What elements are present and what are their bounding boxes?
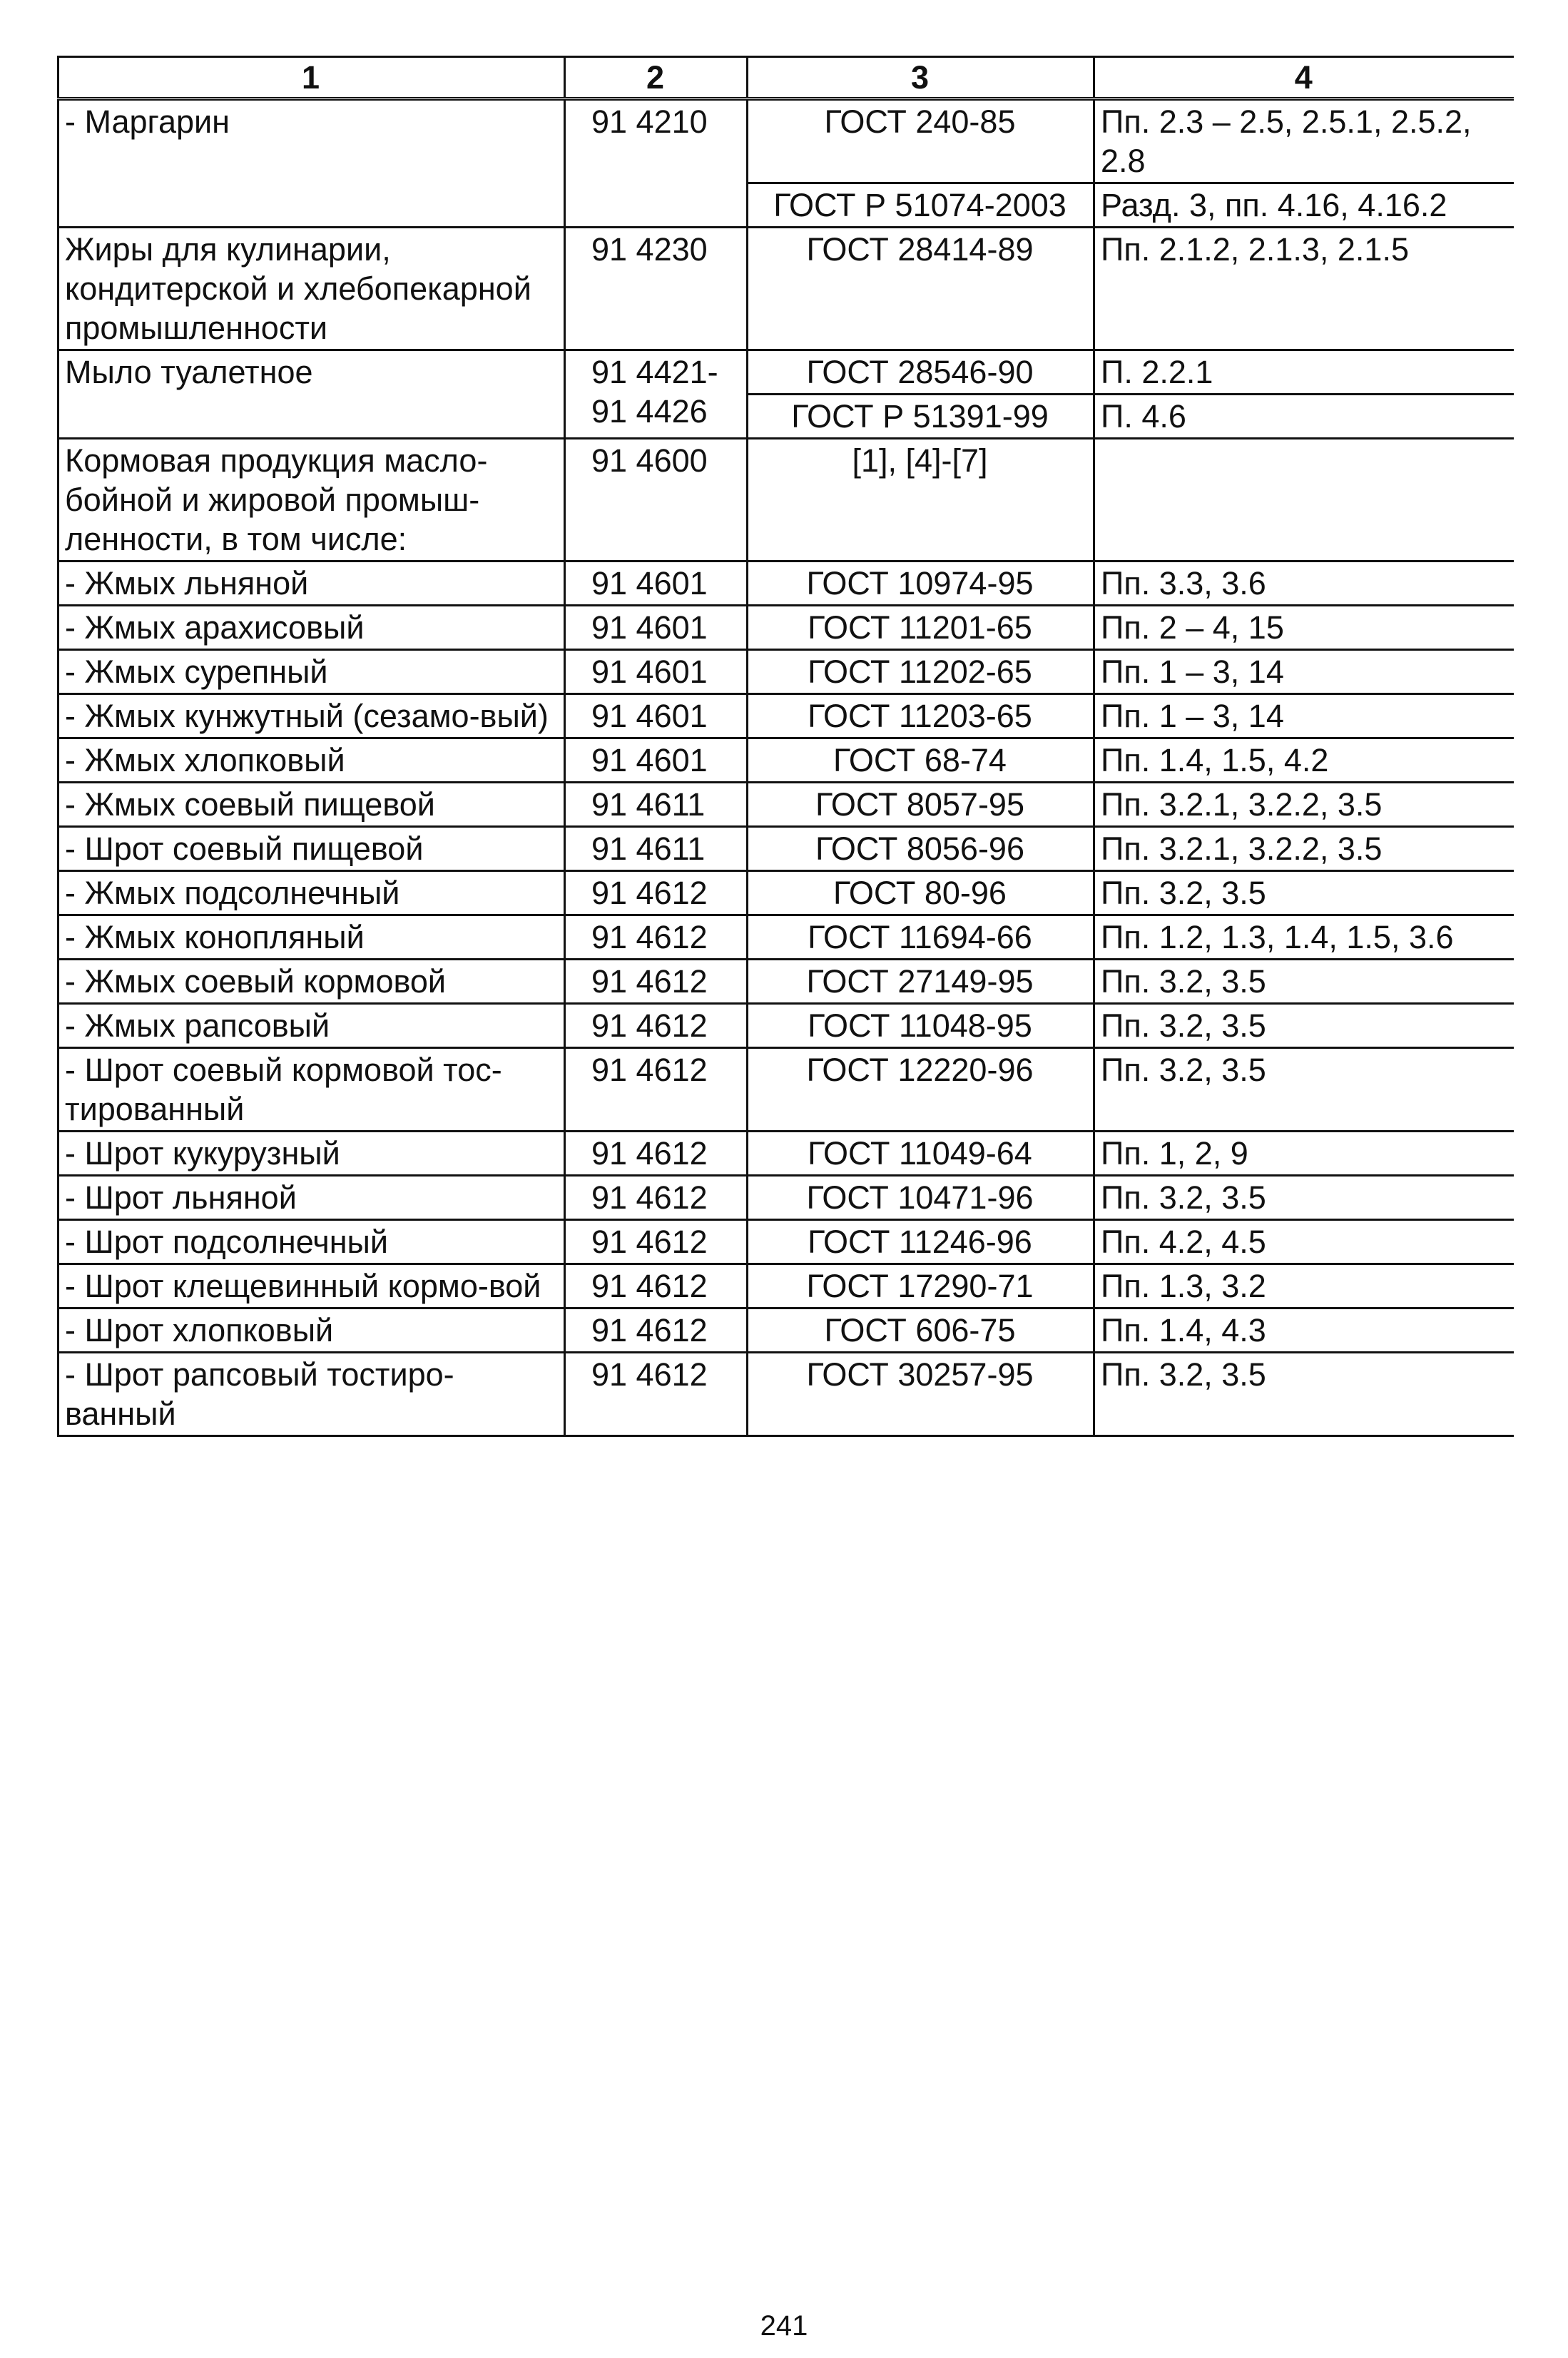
- product-cell: - Маргарин: [58, 99, 565, 228]
- standard-cell: ГОСТ Р 51391-99: [748, 395, 1094, 439]
- code-cell: 91 4601: [565, 606, 748, 650]
- table-row: [58, 1132, 1514, 1176]
- standard-cell: ГОСТ 30257-95: [748, 1353, 1094, 1436]
- table-row: [58, 1308, 1514, 1353]
- table-row: [58, 650, 1514, 694]
- product-cell: Мыло туалетное: [58, 350, 565, 439]
- table-row: [58, 99, 1514, 183]
- product-cell: Кормовая продукция масло-бойной и жировой промыш-ленности, в том числе:: [58, 439, 565, 561]
- standard-cell: ГОСТ 11202-65: [748, 650, 1094, 694]
- code-cell: 91 4601: [565, 738, 748, 783]
- column-header-4: 4: [1094, 57, 1514, 99]
- clauses-cell: Пп. 4.2, 4.5: [1094, 1220, 1514, 1264]
- clauses-cell: П. 2.2.1: [1094, 350, 1514, 395]
- standard-cell: ГОСТ 10471-96: [748, 1176, 1094, 1220]
- clauses-cell: Пп. 1 – 3, 14: [1094, 650, 1514, 694]
- code-cell: 91 4612: [565, 960, 748, 1004]
- code-cell: 91 4612: [565, 1132, 748, 1176]
- code-cell: 91 4230: [565, 228, 748, 350]
- clauses-cell: Пп. 3.2, 3.5: [1094, 1048, 1514, 1132]
- standard-cell: ГОСТ 17290-71: [748, 1264, 1094, 1308]
- standard-cell: ГОСТ 240-85: [748, 99, 1094, 183]
- product-cell: - Шрот кукурузный: [58, 1132, 565, 1176]
- code-cell: 91 4612: [565, 1264, 748, 1308]
- code-cell: 91 4611: [565, 783, 748, 827]
- code-cell: 91 4210: [565, 99, 748, 228]
- clauses-cell: Пп. 3.3, 3.6: [1094, 561, 1514, 606]
- column-header-2: 2: [565, 57, 748, 99]
- clauses-cell: Пп. 1.3, 3.2: [1094, 1264, 1514, 1308]
- column-header-3: 3: [748, 57, 1094, 99]
- code-cell: 91 4601: [565, 561, 748, 606]
- document-page: [57, 56, 1512, 1437]
- product-cell: - Шрот соевый кормовой тос-тированный: [58, 1048, 565, 1132]
- table-row: [58, 1004, 1514, 1048]
- clauses-cell: Пп. 3.2, 3.5: [1094, 1004, 1514, 1048]
- clauses-cell: Пп. 3.2, 3.5: [1094, 871, 1514, 915]
- clauses-cell: Пп. 1, 2, 9: [1094, 1132, 1514, 1176]
- product-cell: - Жмых рапсовый: [58, 1004, 565, 1048]
- standard-cell: ГОСТ 8057-95: [748, 783, 1094, 827]
- clauses-cell: Пп. 3.2, 3.5: [1094, 960, 1514, 1004]
- table-row: [58, 1220, 1514, 1264]
- standard-cell: ГОСТ 8056-96: [748, 827, 1094, 871]
- code-cell: 91 4611: [565, 827, 748, 871]
- code-cell: 91 4612: [565, 1353, 748, 1436]
- clauses-cell: Пп. 3.2.1, 3.2.2, 3.5: [1094, 783, 1514, 827]
- standard-cell: ГОСТ 28546-90: [748, 350, 1094, 395]
- code-cell: 91 4612: [565, 1220, 748, 1264]
- table-row: [58, 960, 1514, 1004]
- table-row: [58, 439, 1514, 561]
- table-header-row: [58, 57, 1514, 99]
- standard-cell: ГОСТ 11694-66: [748, 915, 1094, 960]
- standard-cell: [1], [4]-[7]: [748, 439, 1094, 561]
- clauses-cell: Пп. 3.2, 3.5: [1094, 1353, 1514, 1436]
- code-cell: 91 4600: [565, 439, 748, 561]
- column-header-1: 1: [58, 57, 565, 99]
- product-cell: - Жмых сурепный: [58, 650, 565, 694]
- product-cell: - Жмых хлопковый: [58, 738, 565, 783]
- product-cell: Жиры для кулинарии, кондитерской и хлебопекарной промышленности: [58, 228, 565, 350]
- clauses-cell: [1094, 439, 1514, 561]
- clauses-cell: Пп. 1.2, 1.3, 1.4, 1.5, 3.6: [1094, 915, 1514, 960]
- product-cell: - Шрот рапсовый тостиро-ванный: [58, 1353, 565, 1436]
- product-cell: - Жмых льняной: [58, 561, 565, 606]
- product-cell: - Жмых конопляный: [58, 915, 565, 960]
- table-row: [58, 915, 1514, 960]
- clauses-cell: Разд. 3, пп. 4.16, 4.16.2: [1094, 183, 1514, 228]
- standard-cell: ГОСТ 11048-95: [748, 1004, 1094, 1048]
- product-cell: - Жмых кунжутный (сезамо-вый): [58, 694, 565, 738]
- product-cell: - Шрот хлопковый: [58, 1308, 565, 1353]
- standard-cell: ГОСТ 11049-64: [748, 1132, 1094, 1176]
- standard-cell: ГОСТ 11201-65: [748, 606, 1094, 650]
- table-row: [58, 561, 1514, 606]
- standard-cell: ГОСТ 28414-89: [748, 228, 1094, 350]
- standard-cell: ГОСТ 12220-96: [748, 1048, 1094, 1132]
- code-cell: 91 4612: [565, 915, 748, 960]
- standard-cell: ГОСТ 606-75: [748, 1308, 1094, 1353]
- table-row: [58, 1264, 1514, 1308]
- clauses-cell: Пп. 1.4, 1.5, 4.2: [1094, 738, 1514, 783]
- code-cell: 91 4612: [565, 871, 748, 915]
- table-row: [58, 871, 1514, 915]
- code-cell: 91 4612: [565, 1004, 748, 1048]
- table-row: [58, 1353, 1514, 1436]
- table-row: [58, 827, 1514, 871]
- page-number: 241: [760, 2310, 808, 2342]
- table-row: [58, 1176, 1514, 1220]
- standard-cell: ГОСТ 11246-96: [748, 1220, 1094, 1264]
- standard-cell: ГОСТ 68-74: [748, 738, 1094, 783]
- table-row: [58, 228, 1514, 350]
- clauses-cell: Пп. 2.1.2, 2.1.3, 2.1.5: [1094, 228, 1514, 350]
- table-row: [58, 738, 1514, 783]
- code-cell: 91 4612: [565, 1176, 748, 1220]
- product-cell: - Шрот льняной: [58, 1176, 565, 1220]
- clauses-cell: П. 4.6: [1094, 395, 1514, 439]
- product-cell: - Шрот соевый пищевой: [58, 827, 565, 871]
- product-cell: - Шрот клещевинный кормо-вой: [58, 1264, 565, 1308]
- table-row: [58, 606, 1514, 650]
- table-row: [58, 350, 1514, 395]
- clauses-cell: Пп. 2.3 – 2.5, 2.5.1, 2.5.2, 2.8: [1094, 99, 1514, 183]
- table-row: [58, 783, 1514, 827]
- standard-cell: ГОСТ 11203-65: [748, 694, 1094, 738]
- table-row: [58, 1048, 1514, 1132]
- code-cell: 91 4421- 91 4426: [565, 350, 748, 439]
- product-cell: - Жмых арахисовый: [58, 606, 565, 650]
- clauses-cell: Пп. 1 – 3, 14: [1094, 694, 1514, 738]
- standard-cell: ГОСТ 80-96: [748, 871, 1094, 915]
- product-cell: - Жмых подсолнечный: [58, 871, 565, 915]
- code-cell: 91 4601: [565, 694, 748, 738]
- clauses-cell: Пп. 2 – 4, 15: [1094, 606, 1514, 650]
- product-cell: - Шрот подсолнечный: [58, 1220, 565, 1264]
- standard-cell: ГОСТ 27149-95: [748, 960, 1094, 1004]
- table-row: [58, 694, 1514, 738]
- clauses-cell: Пп. 3.2.1, 3.2.2, 3.5: [1094, 827, 1514, 871]
- code-cell: 91 4612: [565, 1308, 748, 1353]
- clauses-cell: Пп. 1.4, 4.3: [1094, 1308, 1514, 1353]
- standards-table: [57, 56, 1514, 1437]
- standard-cell: ГОСТ Р 51074-2003: [748, 183, 1094, 228]
- clauses-cell: Пп. 3.2, 3.5: [1094, 1176, 1514, 1220]
- product-cell: - Жмых соевый кормовой: [58, 960, 565, 1004]
- product-cell: - Жмых соевый пищевой: [58, 783, 565, 827]
- code-cell: 91 4612: [565, 1048, 748, 1132]
- standard-cell: ГОСТ 10974-95: [748, 561, 1094, 606]
- code-cell: 91 4601: [565, 650, 748, 694]
